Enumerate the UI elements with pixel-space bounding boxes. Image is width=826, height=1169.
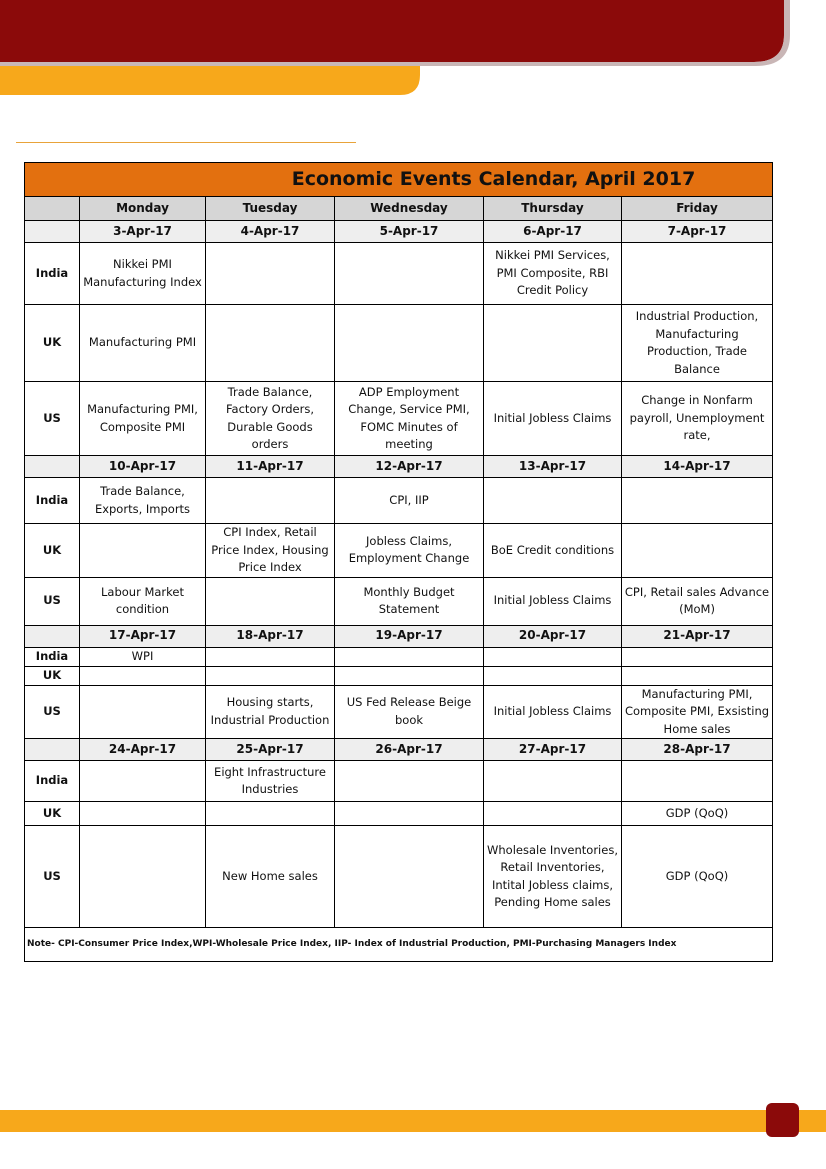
country-label: India — [25, 647, 80, 666]
event-cell — [484, 478, 622, 524]
country-label: UK — [25, 802, 80, 826]
date-cell: 20-Apr-17 — [484, 625, 622, 647]
date-row — [25, 739, 773, 761]
country-row-us — [25, 382, 773, 456]
event-cell: Eight Infrastructure Industries — [206, 761, 335, 802]
country-row-us — [25, 826, 773, 928]
event-cell — [206, 577, 335, 625]
event-cell — [80, 826, 206, 928]
event-cell: ADP Employment Change, Service PMI, FOMC Minutes of meeting — [335, 382, 484, 456]
day-header: Thursday — [484, 197, 622, 221]
event-cell — [335, 647, 484, 666]
country-row-india — [25, 243, 773, 305]
date-cell: 11-Apr-17 — [206, 456, 335, 478]
event-cell: CPI Index, Retail Price Index, Housing Price Index — [206, 524, 335, 578]
event-cell — [80, 666, 206, 685]
country-row-uk — [25, 802, 773, 826]
event-cell — [622, 243, 773, 305]
date-cell: 28-Apr-17 — [622, 739, 773, 761]
date-cell: 3-Apr-17 — [80, 221, 206, 243]
event-cell: CPI, Retail sales Advance (MoM) — [622, 577, 773, 625]
event-cell: Jobless Claims, Employment Change — [335, 524, 484, 578]
country-label: US — [25, 826, 80, 928]
event-cell — [80, 524, 206, 578]
date-cell: 19-Apr-17 — [335, 625, 484, 647]
date-cell: 6-Apr-17 — [484, 221, 622, 243]
header-banner — [0, 0, 826, 100]
event-cell: Nikkei PMI Manufacturing Index — [80, 243, 206, 305]
date-cell: 13-Apr-17 — [484, 456, 622, 478]
event-cell — [335, 802, 484, 826]
weekday-header-row — [25, 197, 773, 221]
day-header: Monday — [80, 197, 206, 221]
event-cell: Initial Jobless Claims — [484, 577, 622, 625]
event-cell — [80, 685, 206, 739]
event-cell: Manufacturing PMI — [80, 305, 206, 382]
event-cell — [206, 647, 335, 666]
event-cell: CPI, IIP — [335, 478, 484, 524]
date-row — [25, 625, 773, 647]
event-cell: Industrial Production, Manufacturing Production, Trade Balance — [622, 305, 773, 382]
date-cell: 5-Apr-17 — [335, 221, 484, 243]
event-cell: Wholesale Inventories, Retail Inventories, Intital Jobless claims, Pending Home sales — [484, 826, 622, 928]
event-cell — [622, 647, 773, 666]
country-row-uk — [25, 305, 773, 382]
country-label: US — [25, 382, 80, 456]
section-rule — [16, 142, 356, 143]
event-cell — [335, 666, 484, 685]
country-label: UK — [25, 666, 80, 685]
event-cell: Initial Jobless Claims — [484, 382, 622, 456]
date-cell: 10-Apr-17 — [80, 456, 206, 478]
event-cell — [206, 305, 335, 382]
event-cell: Manufacturing PMI, Composite PMI — [80, 382, 206, 456]
day-header: Wednesday — [335, 197, 484, 221]
country-label: UK — [25, 524, 80, 578]
country-label: US — [25, 577, 80, 625]
event-cell — [206, 478, 335, 524]
calendar-title — [25, 163, 773, 197]
event-cell — [80, 802, 206, 826]
date-cell: 7-Apr-17 — [622, 221, 773, 243]
event-cell: Labour Market condition — [80, 577, 206, 625]
day-header: Tuesday — [206, 197, 335, 221]
event-cell — [335, 305, 484, 382]
event-cell: Trade Balance, Factory Orders, Durable Goods orders — [206, 382, 335, 456]
event-cell — [622, 478, 773, 524]
page-badge — [766, 1103, 799, 1137]
event-cell — [206, 243, 335, 305]
date-cell: 24-Apr-17 — [80, 739, 206, 761]
event-cell: Trade Balance, Exports, Imports — [80, 478, 206, 524]
date-row — [25, 221, 773, 243]
country-row-india — [25, 478, 773, 524]
event-cell — [206, 666, 335, 685]
date-cell: 4-Apr-17 — [206, 221, 335, 243]
country-row-us — [25, 577, 773, 625]
date-cell: 17-Apr-17 — [80, 625, 206, 647]
event-cell — [484, 802, 622, 826]
country-label: UK — [25, 305, 80, 382]
event-cell — [484, 761, 622, 802]
country-row-us — [25, 685, 773, 739]
date-row-corner — [25, 625, 80, 647]
event-cell — [484, 666, 622, 685]
footer-bar — [0, 1110, 826, 1132]
country-row-uk — [25, 524, 773, 578]
event-cell — [80, 761, 206, 802]
event-cell — [622, 666, 773, 685]
corner-cell — [25, 197, 80, 221]
country-row-uk — [25, 666, 773, 685]
country-label: India — [25, 243, 80, 305]
event-cell: Initial Jobless Claims — [484, 685, 622, 739]
economic-calendar — [24, 162, 772, 962]
country-row-india — [25, 647, 773, 666]
event-cell — [335, 761, 484, 802]
event-cell: GDP (QoQ) — [622, 826, 773, 928]
event-cell: GDP (QoQ) — [622, 802, 773, 826]
calendar-table — [24, 162, 773, 962]
date-cell: 12-Apr-17 — [335, 456, 484, 478]
event-cell — [206, 802, 335, 826]
event-cell — [335, 243, 484, 305]
event-cell: Manufacturing PMI, Composite PMI, Exsisting Home sales — [622, 685, 773, 739]
day-header: Friday — [622, 197, 773, 221]
date-row-corner — [25, 739, 80, 761]
country-label: India — [25, 478, 80, 524]
date-row-corner — [25, 456, 80, 478]
header-maroon-band — [0, 0, 784, 62]
event-cell: BoE Credit conditions — [484, 524, 622, 578]
event-cell — [335, 826, 484, 928]
event-cell: Nikkei PMI Services, PMI Composite, RBI Credit Policy — [484, 243, 622, 305]
event-cell: WPI — [80, 647, 206, 666]
date-cell: 21-Apr-17 — [622, 625, 773, 647]
event-cell: Change in Nonfarm payroll, Unemployment rate, — [622, 382, 773, 456]
date-cell: 26-Apr-17 — [335, 739, 484, 761]
event-cell — [622, 524, 773, 578]
date-cell: 25-Apr-17 — [206, 739, 335, 761]
calendar-title-text: Economic Events Calendar, April 2017 — [291, 167, 696, 190]
date-cell: 18-Apr-17 — [206, 625, 335, 647]
country-label: US — [25, 685, 80, 739]
footnote: Note- CPI-Consumer Price Index,WPI-Wholesale Price Index, IIP- Index of Industrial Production, PMI-Purchasing Managers Index — [25, 928, 773, 962]
event-cell: Housing starts, Industrial Production — [206, 685, 335, 739]
event-cell: New Home sales — [206, 826, 335, 928]
event-cell — [622, 761, 773, 802]
date-row-corner — [25, 221, 80, 243]
country-row-india — [25, 761, 773, 802]
date-row — [25, 456, 773, 478]
note-row — [25, 928, 773, 962]
event-cell — [484, 647, 622, 666]
country-label: India — [25, 761, 80, 802]
event-cell — [484, 305, 622, 382]
event-cell: US Fed Release Beige book — [335, 685, 484, 739]
date-cell: 27-Apr-17 — [484, 739, 622, 761]
event-cell: Monthly Budget Statement — [335, 577, 484, 625]
date-cell: 14-Apr-17 — [622, 456, 773, 478]
